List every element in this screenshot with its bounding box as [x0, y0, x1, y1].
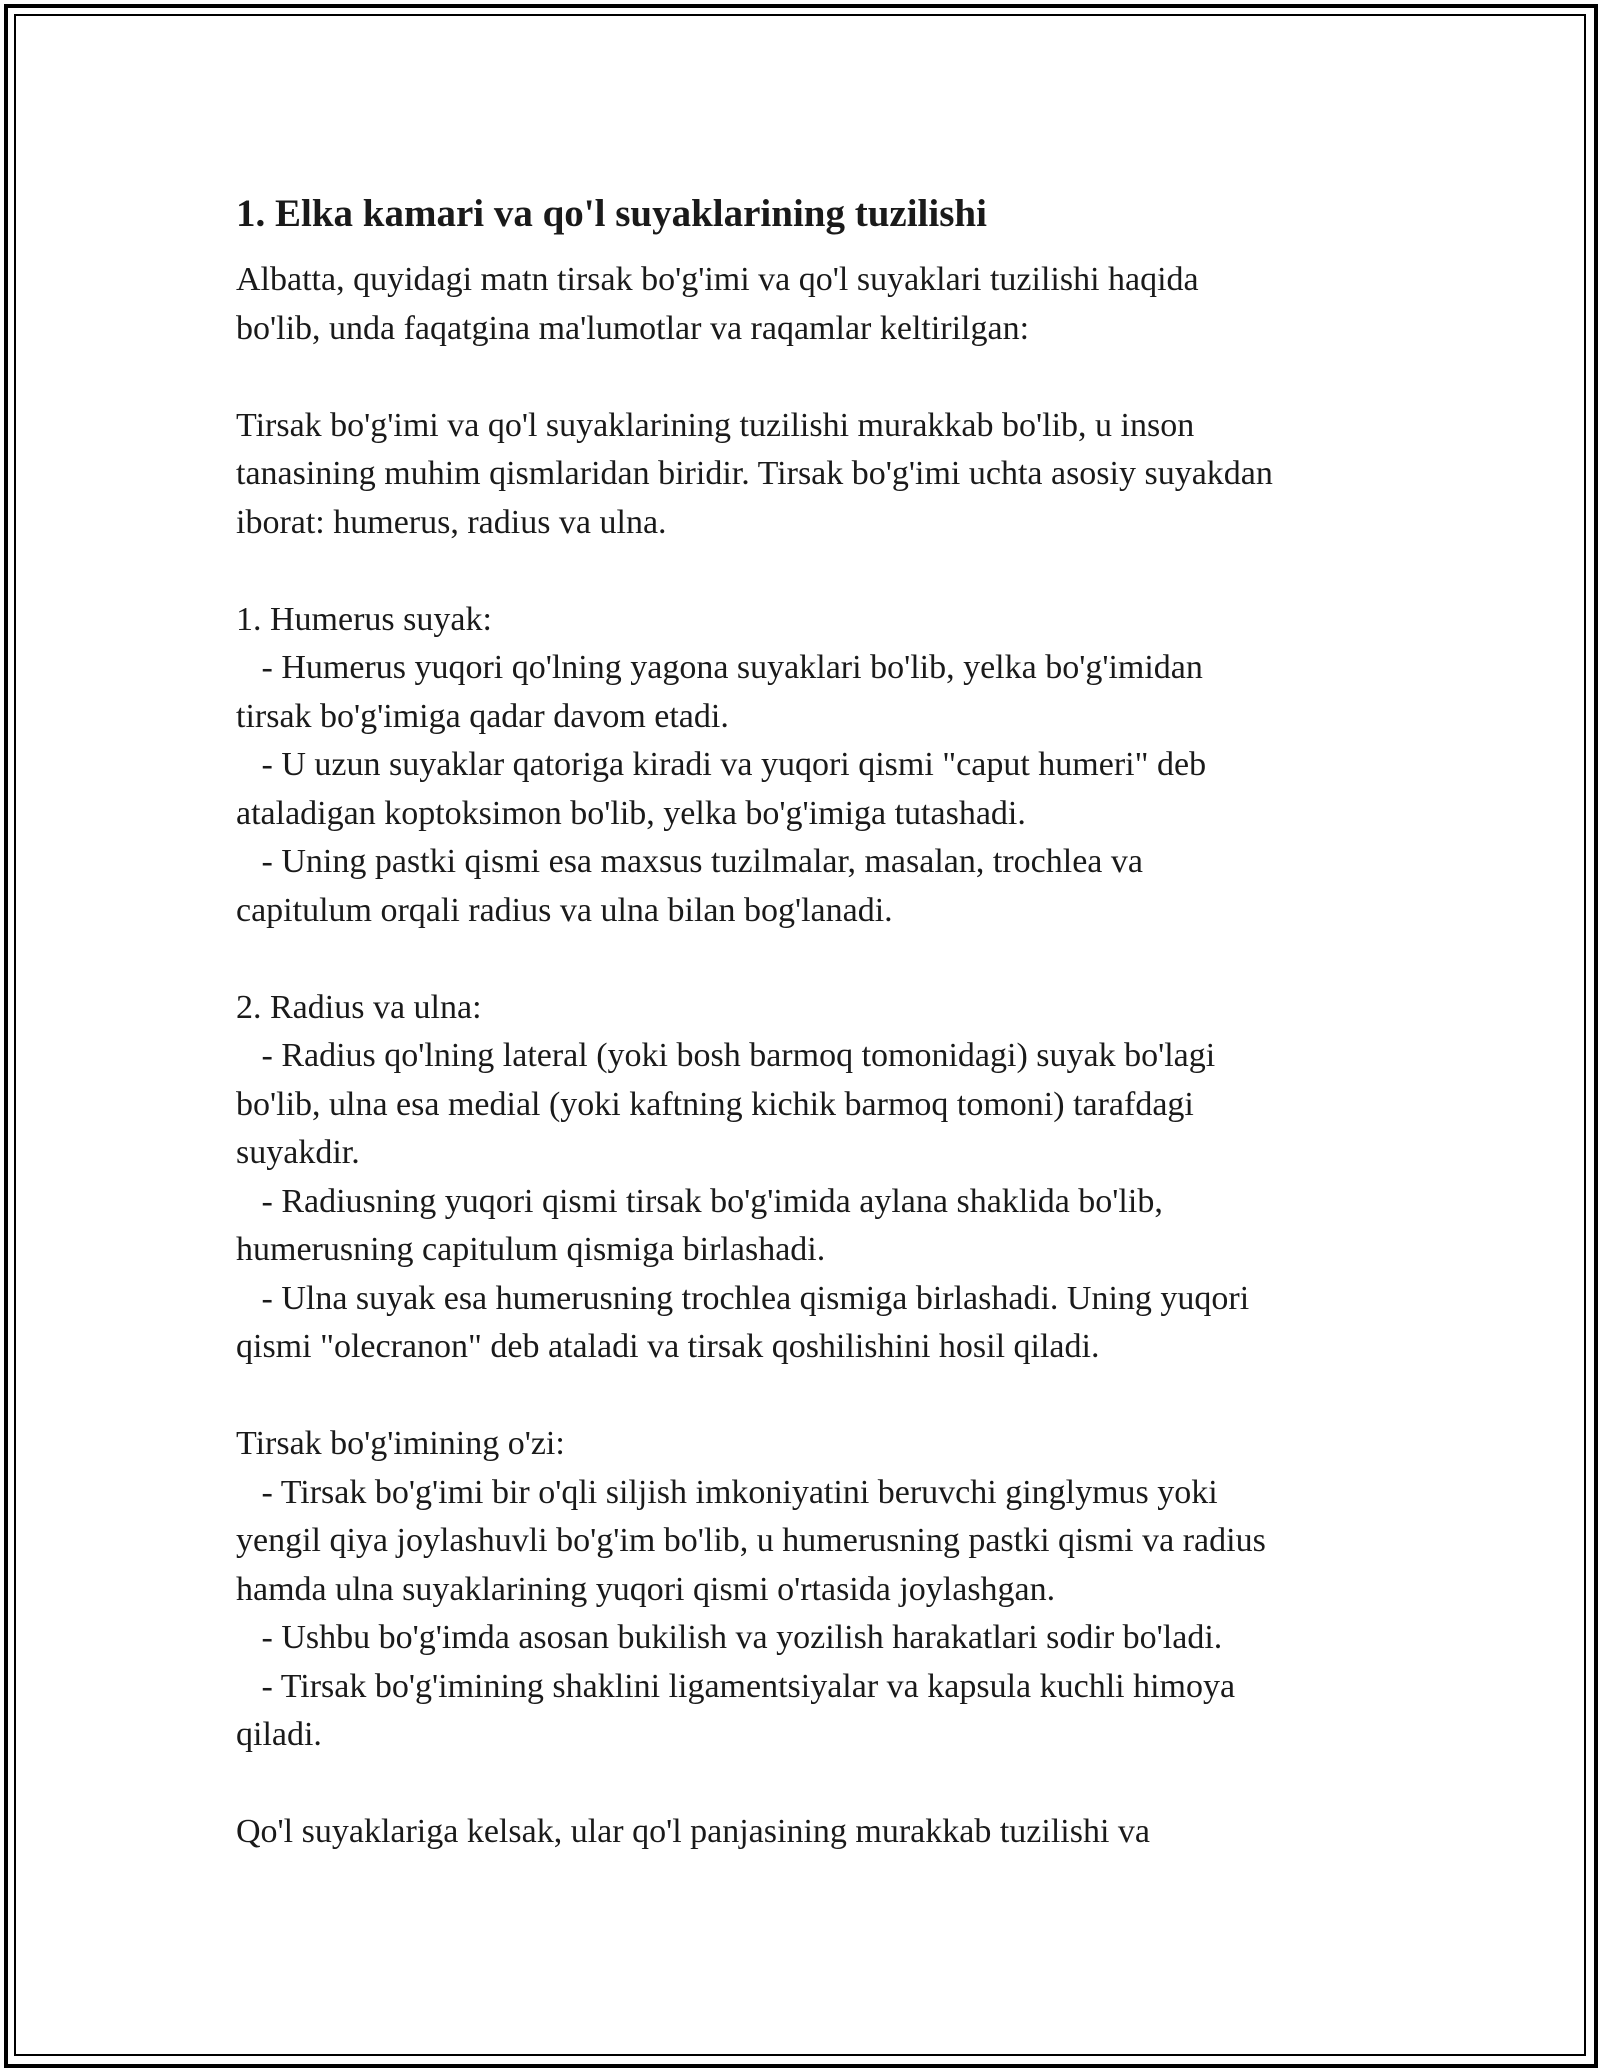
blank-line — [236, 547, 1386, 596]
text-line: - Humerus yuqori qo'lning yagona suyaklari bo'lib, yelka bo'g'imidan — [236, 649, 1203, 686]
text-line: - U uzun suyaklar qatoriga kiradi va yuqori qismi "caput humeri" deb — [236, 746, 1207, 783]
text-line: tanasining muhim qismlaridan biridir. Tirsak bo'g'imi uchta asosiy suyakdan — [236, 455, 1273, 492]
text-line: humerusning capitulum qismiga birlashadi. — [236, 1231, 826, 1268]
text-line: Tirsak bo'g'imining o'zi: — [236, 1425, 565, 1462]
text-line: - Ulna suyak esa humerusning trochlea qismiga birlashadi. Uning yuqori — [236, 1279, 1250, 1317]
text-line: - Tirsak bo'g'imining shaklini ligamentsiyalar va kapsula kuchli himoya — [236, 1667, 1236, 1705]
text-line: - Radius qo'lning lateral (yoki bosh barmoq tomonidagi) suyak bo'lagi — [236, 1037, 1216, 1074]
text-line: - Ushbu bo'g'imda asosan bukilish va yozilish harakatlari sodir bo'ladi. — [236, 1619, 1223, 1656]
text-line: suyakdir. — [236, 1134, 360, 1171]
blank-line — [236, 1372, 1386, 1421]
document-page — [236, 186, 1386, 1857]
text-line: Tirsak bo'g'imi va qo'l suyaklarining tuzilishi murakkab bo'lib, u inson — [236, 406, 1195, 444]
text-line: Albatta, quyidagi matn tirsak bo'g'imi va qo'l suyaklari tuzilishi haqida — [236, 261, 1199, 298]
text-line: bo'lib, unda faqatgina ma'lumotlar va raqamlar keltirilgan: — [236, 309, 1030, 347]
text-line: capitulum orqali radius va ulna bilan bog'lanadi. — [236, 891, 893, 929]
document-title: 1. Elka kamari va qo'l suyaklarining tuzilishi — [236, 192, 987, 235]
text-line: bo'lib, ulna esa medial (yoki kaftning kichik barmoq tomoni) tarafdagi — [236, 1085, 1194, 1123]
text-line: qismi "olecranon" deb ataladi va tirsak qoshilishini hosil qiladi. — [236, 1328, 1100, 1365]
document-body — [236, 256, 1386, 1857]
text-line: yengil qiya joylashuvli bo'g'im bo'lib, u humerusning pastki qismi va radius — [236, 1522, 1266, 1559]
text-line: tirsak bo'g'imiga qadar davom etadi. — [236, 697, 729, 735]
text-line: Qo'l suyaklariga kelsak, ular qo'l panjasining murakkab tuzilishi va — [236, 1813, 1150, 1850]
text-line: iborat: humerus, radius va ulna. — [236, 503, 667, 541]
text-line: qiladi. — [236, 1716, 322, 1753]
text-line: 2. Radius va ulna: — [236, 988, 482, 1026]
text-line: - Uning pastki qismi esa maxsus tuzilmalar, masalan, trochlea va — [236, 843, 1143, 880]
text-line: - Radiusning yuqori qismi tirsak bo'g'imida aylana shaklida bo'lib, — [236, 1182, 1163, 1220]
blank-line — [236, 935, 1386, 984]
text-line: - Tirsak bo'g'imi bir o'qli siljish imkoniyatini beruvchi ginglymus yoki — [236, 1473, 1218, 1511]
blank-line — [236, 1760, 1386, 1809]
text-line: ataladigan koptoksimon bo'lib, yelka bo'g'imiga tutashadi. — [236, 794, 1026, 832]
blank-line — [236, 353, 1386, 402]
text-line: 1. Humerus suyak: — [236, 600, 492, 638]
text-line: hamda ulna suyaklarining yuqori qismi o'rtasida joylashgan. — [236, 1570, 1056, 1608]
